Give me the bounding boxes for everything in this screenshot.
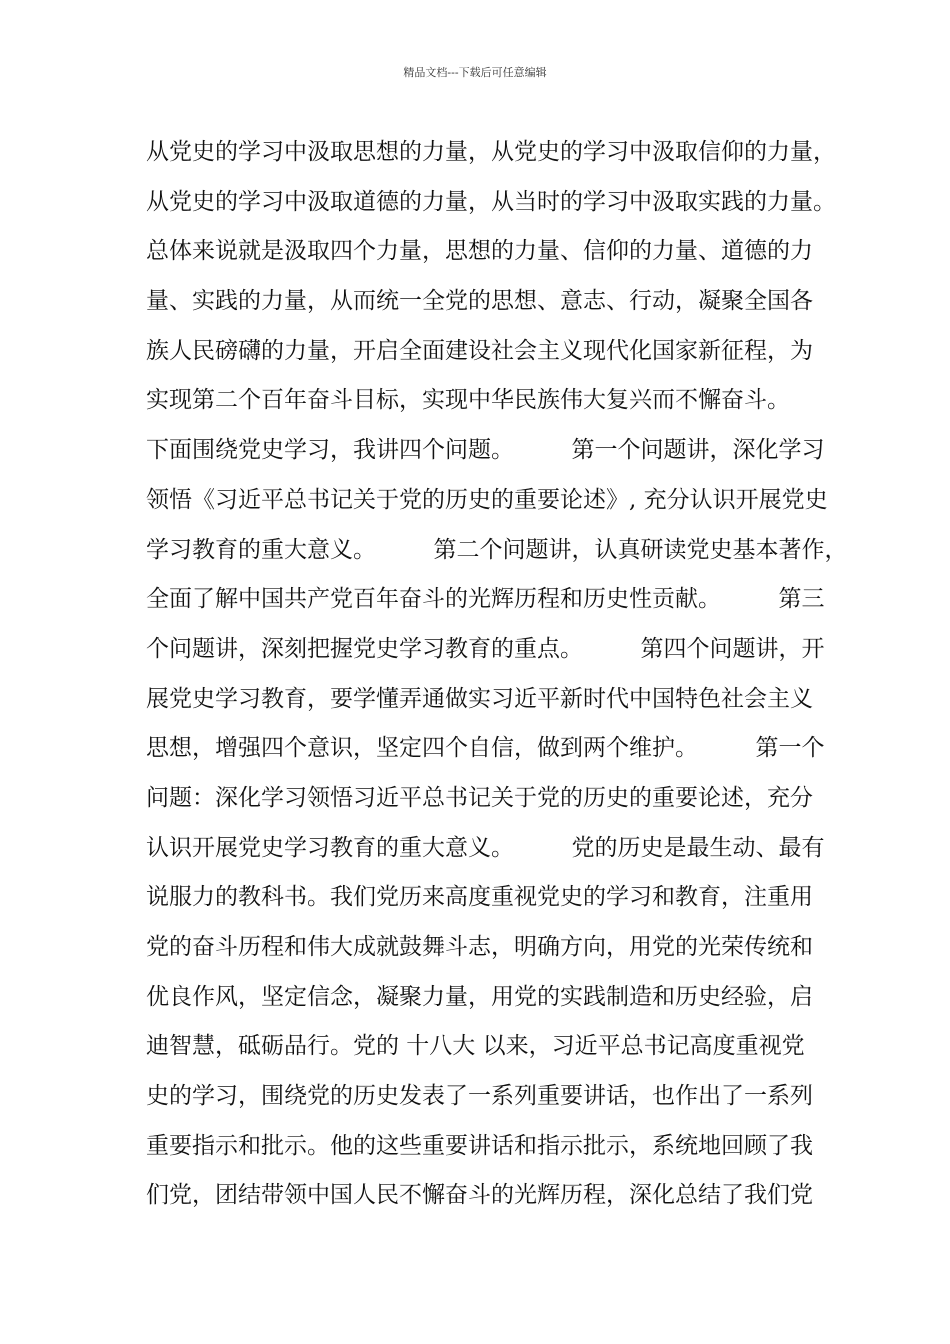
- text-line: 认识开展党史学习教育的重大意义。 党的历史是最生动、最有: [146, 834, 825, 861]
- text-line: 党的奋斗历程和伟大成就鼓舞斗志，明确方向，用党的光荣传统和: [146, 934, 813, 960]
- text-line: 问题：深化学习领悟习近平总书记关于党的历史的重要论述，充分: [146, 784, 813, 811]
- text-line: 学习教育的重大意义。 第二个问题讲，认真研读党史基本著作，: [146, 536, 848, 563]
- text-line: 全面了解中国共产党百年奋斗的光辉历程和历史性贡献。 第三: [146, 586, 825, 613]
- body-text: [146, 128, 848, 1221]
- text-line: 思想，增强四个意识，坚定四个自信，做到两个维护。 第一个: [146, 735, 825, 762]
- text-line: 下面围绕党史学习，我讲四个问题。 第一个问题讲，深化学习: [146, 437, 825, 464]
- text-line: 总体来说就是汲取四个力量，思想的力量、信仰的力量、道德的力: [146, 238, 813, 265]
- text-line: 展党史学习教育，要学懂弄通做实习近平新时代中国特色社会主义: [146, 685, 813, 712]
- text-line: 们党，团结带领中国人民不懈奋斗的光辉历程，深化总结了我们党: [146, 1182, 813, 1209]
- text-line: 说服力的教科书。我们党历来高度重视党史的学习和教育，注重用: [146, 884, 813, 911]
- text-line: 个问题讲，深刻把握党史学习教育的重点。 第四个问题讲，开: [146, 635, 825, 662]
- text-line: 史的学习，围绕党的历史发表了一系列重要讲话，也作出了一系列: [146, 1083, 813, 1110]
- text-line: 量、实践的力量，从而统一全党的思想、意志、行动，凝聚全国各: [146, 288, 813, 315]
- text-line: 优良作风，坚定信念，凝聚力量，用党的实践制造和历史经验，启: [146, 983, 813, 1010]
- text-line: 从党史的学习中汲取思想的力量，从党史的学习中汲取信仰的力量，: [146, 139, 836, 165]
- text-line: 迪智慧，砥砺品行。党的 十八大 以来，习近平总书记高度重视党: [146, 1033, 805, 1060]
- page-header: 精品文档---下载后可任意编辑: [403, 66, 547, 79]
- text-line: 族人民磅礴的力量，开启全面建设社会主义现代化国家新征程，为: [146, 337, 813, 364]
- text-line: 实现第二个百年奋斗目标，实现中华民族伟大复兴而不懈奋斗。: [146, 387, 790, 414]
- text-line: 从党史的学习中汲取道德的力量，从当时的学习中汲取实践的力量。: [146, 188, 836, 215]
- text-line: 领悟《习近平总书记关于党的历史的重要论述》, 充分认识开展党史: [146, 486, 828, 513]
- text-line: 重要指示和批示。他的这些重要讲话和指示批示，系统地回顾了我: [146, 1132, 813, 1159]
